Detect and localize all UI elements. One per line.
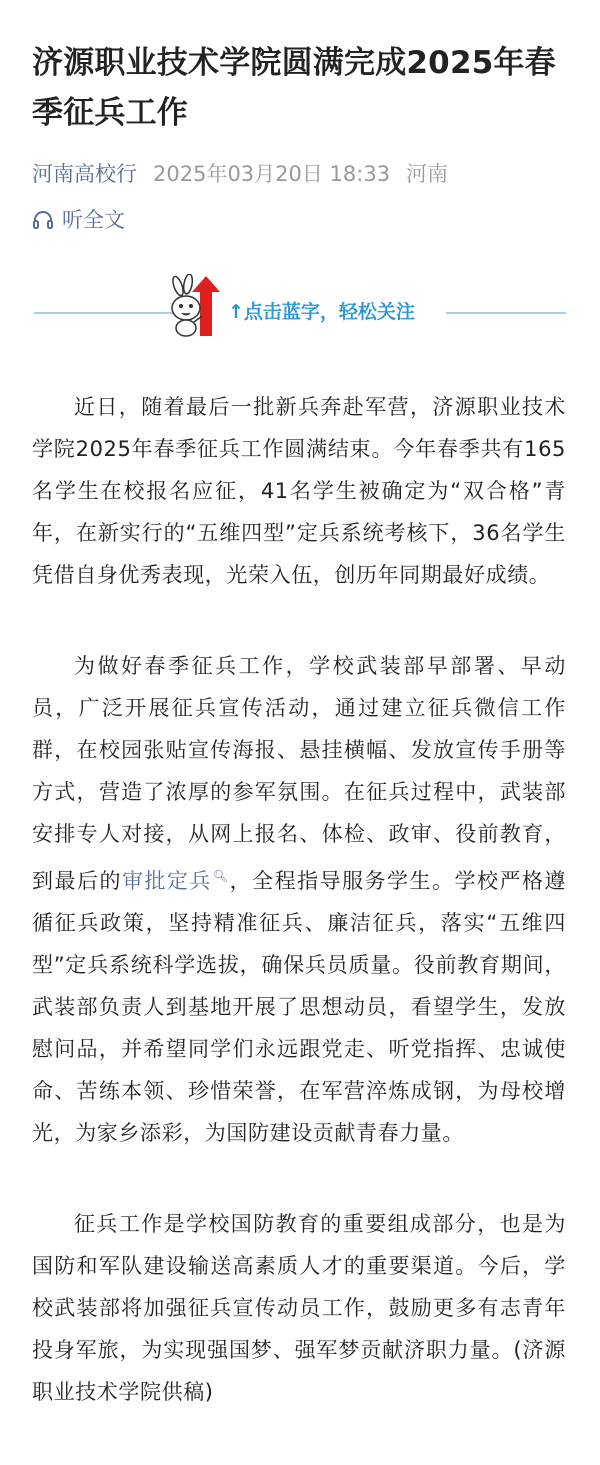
- paragraph-2: [32, 645, 566, 1154]
- paragraph-2-text-before: 为做好春季征兵工作，学校武装部早部署、早动员，广泛开展征兵宣传活动，通过建立征兵微信工作群，在校园张贴宣传海报、悬挂横幅、发放宣传手册等方式，营造了浓厚的参军氛围。在征兵过程中，武装部安排专人对接，从网上报名、体检、政审、役前教育，到最后的: [32, 654, 566, 893]
- search-link-label: 审批定兵: [121, 869, 212, 893]
- banner-divider-left: [34, 312, 180, 314]
- paragraph-1: 近日，随着最后一批新兵奔赴军营，济源职业技术学院2025年春季征兵工作圆满结束。今年春季共有165名学生在校报名应征，41名学生被确定为“双合格”青年，在新实行的“五维四型”定兵系统考核下，36名学生凭借自身优秀表现，光荣入伍，创历年同期最好成绩。: [32, 395, 566, 587]
- paragraph-2-text-after: ，全程指导服务学生。学校严格遵循征兵政策，坚持精准征兵、廉洁征兵，落实“五维四型”定兵系统科学选拔，确保兵员质量。役前教育期间，武装部负责人到基地开展了思想动员，看望学生，发放慰问品，并希望同学们永远跟党走、听党指挥、忠诚使命、苦练本领、珍惜荣誉，在军营淬炼成钢，为母校增光，为家乡添彩，为国防建设贡献青春力量。: [32, 869, 567, 1145]
- search-link-approval[interactable]: [122, 869, 230, 893]
- article-location: 河南: [406, 162, 449, 186]
- follow-prompt-text[interactable]: ↑点击蓝字，轻松关注: [228, 301, 415, 323]
- follow-banner[interactable]: [34, 282, 566, 346]
- paragraph-3: 征兵工作是学校国防教育的重要组成部分，也是为国防和军队建设输送高素质人才的重要渠道。今后，学校武装部将加强征兵宣传动员工作，鼓励更多有志青年投身军旅，为实现强国梦、强军梦贡献济职力量。(济源职业技术学院供稿): [32, 1212, 566, 1404]
- article-date: 2025年03月20日 18:33: [153, 162, 391, 186]
- search-icon: 🔍︎: [212, 869, 230, 883]
- banner-divider-right: [446, 312, 566, 314]
- article-title: 济源职业技术学院圆满完成2025年春季征兵工作: [32, 45, 556, 131]
- headphones-icon: [32, 209, 54, 231]
- article-meta: [32, 160, 566, 188]
- article-source-link[interactable]: 河南高校行: [32, 162, 137, 186]
- listen-full-text-button[interactable]: [32, 206, 566, 234]
- listen-label: 听全文: [62, 208, 125, 232]
- article-content: [32, 386, 566, 1413]
- rabbit-mascot-icon: [166, 274, 224, 338]
